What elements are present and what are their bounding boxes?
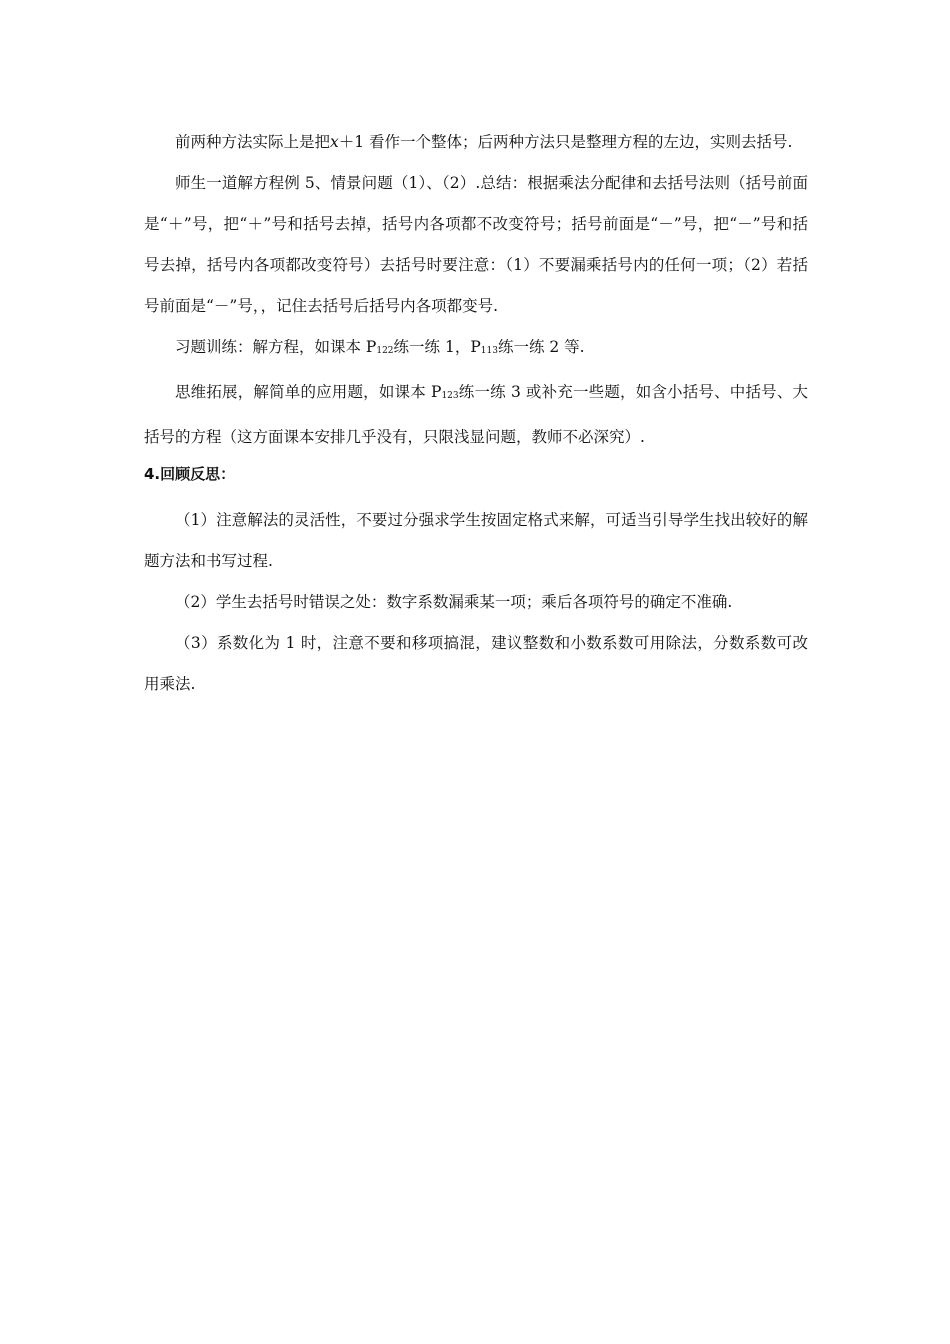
text-segment: 习题训练：解方程，如课本 P [175, 338, 377, 356]
paragraph-teacher-student-example: 师生一道解方程例 5、情景问题（1）、（2）.总结：根据乘法分配律和去括号法则（括号前面是“＋”号，把“＋”号和括号去掉，括号内各项都不改变符号；括号前面是“－”号，把“－”号和括号去掉，括号内各项都改变符号）去括号时要注意：（1）不要漏乘括号内的任何一项；（2）若括号前面是“－”号，，记住去括号后括号内各项都变号. [144, 174, 808, 315]
text-segment: ＋1 看作一个整体；后两种方法只是整理方程的左边，实则去括号. [338, 133, 793, 151]
reflection-item-3: （3）系数化为 1 时，注意不要和移项搞混，建议整数和小数系数可用除法，分数系数可改用乘法. [144, 634, 808, 693]
page-subscript: 123 [441, 391, 459, 401]
paragraph-thinking-extension [144, 372, 808, 458]
paragraph-exercise-training [144, 327, 808, 372]
text-segment: 练一练 3 或补充一些题，如含小括号、中括号、大括号的方程（这方面课本安排几乎没有，只限浅显问题，教师不必深究）. [144, 383, 809, 446]
paragraph-methods-summary [144, 122, 808, 163]
text-segment: 思维拓展，解简单的应用题，如课本 P [175, 383, 442, 401]
math-variable: x [330, 133, 339, 151]
reflection-item-1: （1）注意解法的灵活性，不要过分强求学生按固定格式来解，可适当引导学生找出较好的解题方法和书写过程. [144, 511, 808, 570]
document-body [144, 122, 808, 705]
page-subscript: 122 [376, 346, 394, 356]
section-heading: 4.回顾反思： [144, 465, 236, 483]
text-segment: 练一练 2 等. [497, 338, 585, 356]
text-segment: 前两种方法实际上是把 [175, 133, 331, 151]
text-segment: 练一练 1，P [393, 338, 481, 356]
reflection-item-2: （2）学生去括号时错误之处：数字系数漏乘某一项；乘后各项符号的确定不准确. [175, 593, 733, 611]
page-subscript: 113 [480, 346, 498, 356]
